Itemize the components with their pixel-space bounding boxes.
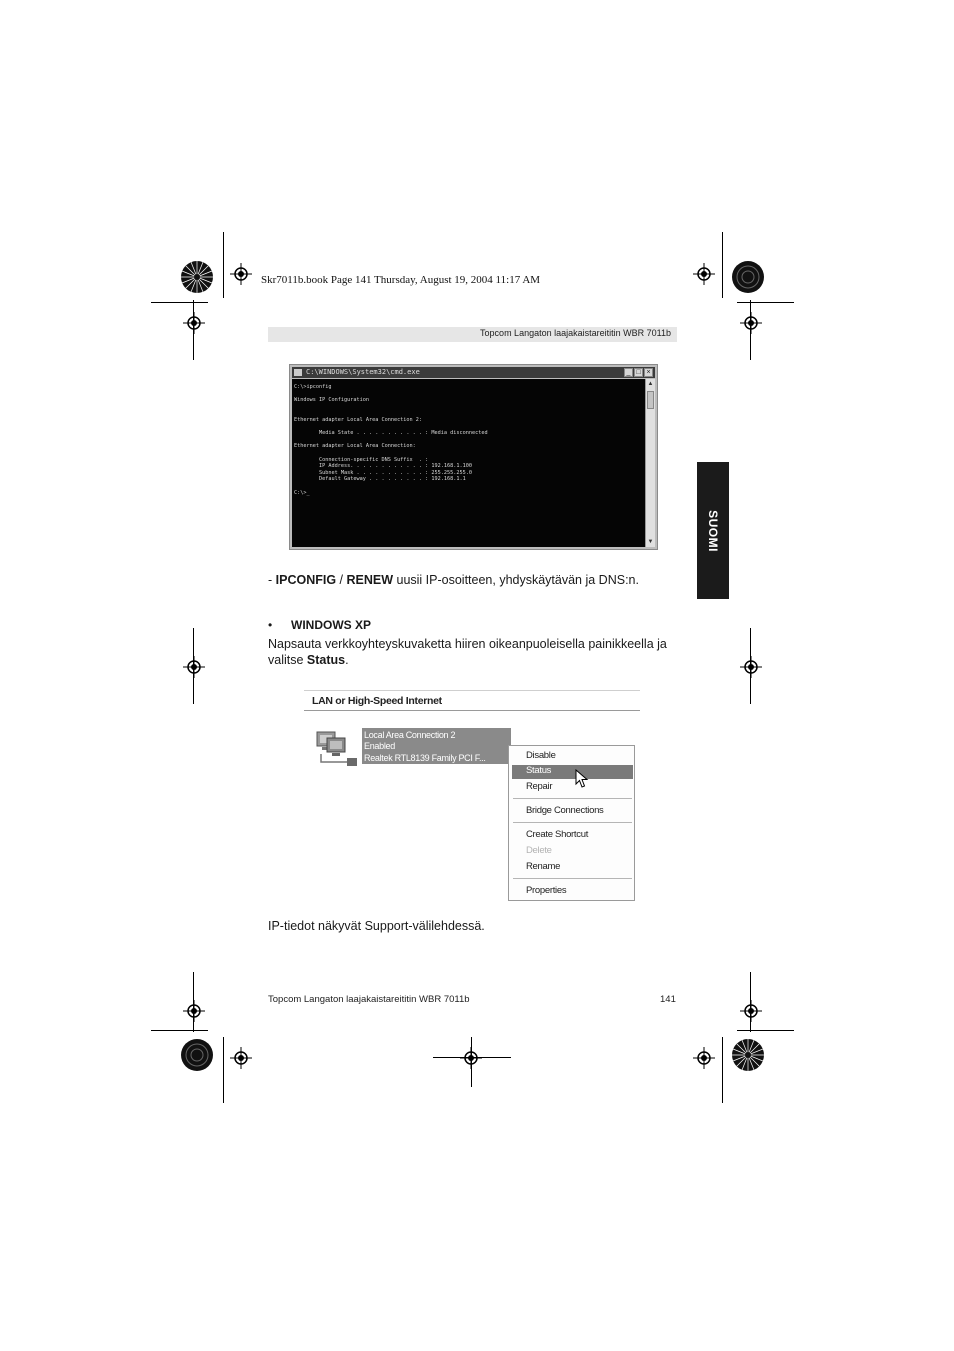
registration-target-icon xyxy=(460,1047,482,1069)
ipconfig-description: uusii IP-osoitteen, yhdyskäytävän ja DNS:n. xyxy=(393,573,639,587)
menu-item-repair[interactable]: Repair xyxy=(526,781,553,792)
section-divider xyxy=(304,710,640,711)
windows-xp-instruction-line1: Napsauta verkkoyhteyskuvaketta hiiren oikeanpuoleisella painikkeella ja xyxy=(268,637,667,651)
registration-target-icon xyxy=(693,263,715,285)
connection-name[interactable]: Local Area Connection 2 xyxy=(364,730,456,740)
menu-item-rename[interactable]: Rename xyxy=(526,861,561,872)
instruction-period: . xyxy=(345,653,349,667)
network-connection-icon[interactable] xyxy=(313,726,359,770)
registration-target-icon xyxy=(740,656,762,678)
cmd-window-screenshot xyxy=(289,364,658,550)
starburst-mark-icon xyxy=(180,1038,214,1072)
context-menu xyxy=(508,745,635,901)
scroll-up-icon[interactable]: ▲ xyxy=(647,381,654,387)
running-header-title: Topcom Langaton laajakaistareititin WBR 7011b xyxy=(480,328,671,338)
registration-target-icon xyxy=(183,1000,205,1022)
starburst-mark-icon xyxy=(731,260,765,294)
windows-xp-heading xyxy=(268,618,371,632)
cmd-title-bar xyxy=(292,367,655,378)
section-top-rule xyxy=(304,690,640,691)
menu-item-bridge-connections[interactable]: Bridge Connections xyxy=(526,805,604,816)
network-connections-screenshot xyxy=(304,690,640,908)
language-tab xyxy=(697,462,729,599)
minimize-button[interactable]: _ xyxy=(624,368,633,377)
menu-item-properties[interactable]: Properties xyxy=(526,885,567,896)
page-number: 141 xyxy=(660,994,676,1005)
connection-device: Realtek RTL8139 Family PCI F... xyxy=(364,753,486,763)
ipconfig-command: IPCONFIG xyxy=(275,573,337,587)
registration-target-icon xyxy=(230,1047,252,1069)
menu-separator xyxy=(513,878,632,879)
starburst-mark-icon xyxy=(731,1038,765,1072)
menu-item-create-shortcut[interactable]: Create Shortcut xyxy=(526,829,589,840)
ipconfig-paragraph xyxy=(268,573,639,587)
cmd-output: C:\>ipconfig Windows IP Configuration Ethernet adapter Local Area Connection 2: Media State . . . . . . . . . . . : Media disconnected Ethernet adapter Local Area Connection: Connection-specific DNS Suffix . : IP Address. . . . . . . . . . . . : 192.168.1.100 Subnet Mask . . . . . . . . . . . : 255.255.255.0 Default Gateway . . . . . . . . . : 192.168.1.1 C:\>_ xyxy=(294,384,488,496)
ipconfig-prefix: - xyxy=(268,573,276,587)
maximize-button[interactable]: □ xyxy=(634,368,643,377)
ipconfig-separator: / xyxy=(336,573,347,587)
cmd-console[interactable] xyxy=(292,379,645,547)
bullet: • xyxy=(268,618,273,632)
footer-title: Topcom Langaton laajakaistareititin WBR 7011b xyxy=(268,994,470,1005)
cmd-app-icon xyxy=(294,369,302,376)
menu-separator xyxy=(513,798,632,799)
support-tab-paragraph: IP-tiedot näkyvät Support-välilehdessä. xyxy=(268,919,485,933)
registration-target-icon xyxy=(740,312,762,334)
windows-xp-title: WINDOWS XP xyxy=(291,618,371,632)
starburst-mark-icon xyxy=(180,260,214,294)
registration-target-icon xyxy=(183,656,205,678)
instruction-text: valitse xyxy=(268,653,307,667)
cmd-title: C:\WINDOWS\System32\cmd.exe xyxy=(306,368,420,376)
scroll-thumb[interactable] xyxy=(647,391,654,409)
windows-xp-instruction-line2 xyxy=(268,653,349,667)
mouse-pointer-icon xyxy=(575,769,589,789)
menu-separator xyxy=(513,822,632,823)
connection-state: Enabled xyxy=(364,741,395,751)
menu-item-status-highlight[interactable] xyxy=(512,765,633,779)
book-slug-line: Skr7011b.book Page 141 Thursday, August 19, 2004 11:17 AM xyxy=(261,274,541,286)
menu-item-disable[interactable]: Disable xyxy=(526,750,556,761)
registration-target-icon xyxy=(230,263,252,285)
registration-target-icon xyxy=(693,1047,715,1069)
registration-target-icon xyxy=(183,312,205,334)
status-keyword: Status xyxy=(306,653,346,667)
section-title: LAN or High-Speed Internet xyxy=(312,695,442,707)
running-header xyxy=(268,327,677,342)
registration-target-icon xyxy=(740,1000,762,1022)
menu-item-delete: Delete xyxy=(526,845,552,856)
scroll-down-icon[interactable]: ▼ xyxy=(647,539,654,545)
language-tab-label: SUOMI xyxy=(706,509,720,552)
cmd-scrollbar[interactable] xyxy=(645,379,655,547)
renew-command: RENEW xyxy=(346,573,394,587)
menu-item-status[interactable]: Status xyxy=(526,765,552,776)
close-button[interactable]: × xyxy=(644,368,653,377)
